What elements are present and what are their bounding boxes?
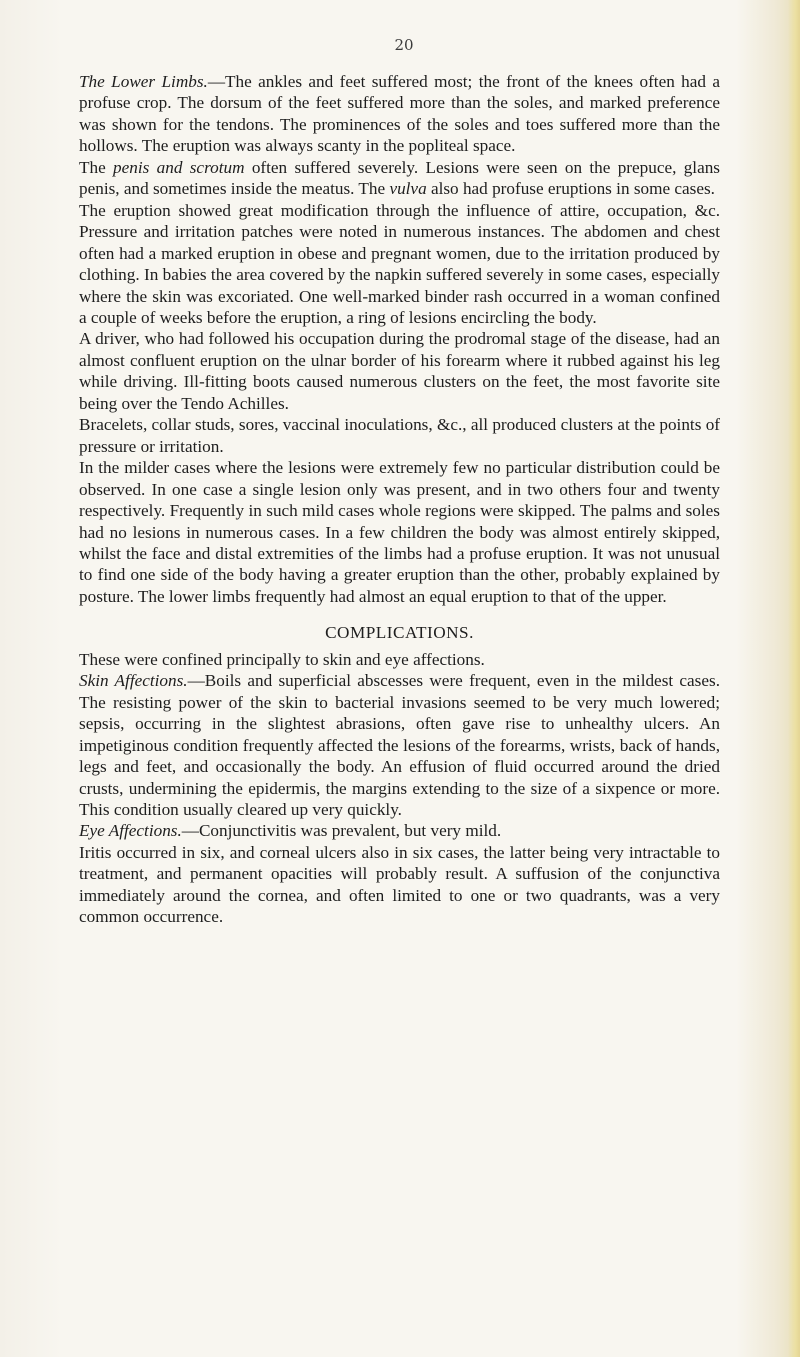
paragraph-complications-intro: These were confined principally to skin and eye affections. [79,649,485,669]
paragraph-iritis: Iritis occurred in six, and corneal ulcers also in six cases, the latter being very intractable to treatment, and permanent opacities will probably result. A suffusion of the conjunctiva immediately around the cornea, and often limited to one or two quadrants, was a very common occurrence. [79,842,720,927]
section-lead-eye: Eye Affections. [79,821,182,841]
page-edge [788,0,800,1357]
paragraph-text: The [79,157,114,177]
paragraph-text: —The ankles and feet suffered most; the front of the knees often had a profuse crop. The dorsum of the feet suffered more than the soles, and marked preference was shown for the tendons. The prominences of the soles and toes suffered more than the hollows. The eruption was always scanty in the popliteal space. [79,72,720,156]
paragraph-milder-cases: In the milder cases where the lesions were extremely few no particular distribution could be observed. In one case a single lesion only was present, and in two others four and twenty respectively. Frequently in such mild cases whole regions were skipped. The palms and soles had no lesions in numerous cases. In a few children the body was almost entirely skipped, whilst the face and distal extremities of the limbs had a profuse eruption. It was not unusual to find one side of the body having a greater eruption than the other, probably explained by posture. The lower limbs frequently had almost an equal eruption to that of the upper. [79,458,720,606]
italic-term: vulva [389,179,427,199]
paragraph-lower-limbs [79,71,720,157]
paragraph-eye-affections [79,820,720,841]
section-lead-skin: Skin Affections. [79,671,188,691]
paragraph-text: —Boils and superficial abscesses were frequent, even in the mildest cases. The resisting power of the skin to bacterial invasions seemed to be very much lowered; sepsis, occurring in the slightest abrasions, often gave rise to unhealthy ulcers. An impetiginous condition frequently affected the lesions of the forearms, wrists, back of hands, legs and feet, and occasionally the body. An effusion of fluid occurred around the dried crusts, undermining the epidermis, the margins extending to the size of a sixpence or more. This condition usually cleared up very quickly. [79,671,720,819]
section-lead-lower-limbs: The Lower Limbs. [79,72,208,91]
paragraph-genitals [79,157,720,200]
paragraph-bracelets: Bracelets, collar studs, sores, vaccinal inoculations, &c., all produced clusters at the points of pressure or irritation. [79,415,721,456]
paragraph-text: often suffered severely. Lesions were seen on the prepuce, glans penis, and sometimes inside the meatus. The [79,157,720,199]
paragraph-driver: A driver, who had followed his occupation during the prodromal stage of the disease, had an almost confluent eruption on the ulnar border of his forearm where it rubbed against his leg while driving. Ill-fitting boots caused numerous clusters on the feet, the most favorite site being over the Tendo Achilles. [79,329,720,413]
body-text [79,71,720,928]
paragraph-text: —Conjunctivitis was prevalent, but very mild. [181,821,502,841]
paragraph-text: also had profuse eruptions in some cases. [426,179,715,199]
italic-term: penis and scrotum [113,157,245,177]
paragraph-attire: The eruption showed great modification through the influence of attire, occupation, &c. Pressure and irritation patches were noted in numerous instances. The abdomen and chest often had a marked eruption in obese and pregnant women, due to the irritation produced by clothing. In babies the area covered by the napkin suffered severely in some cases, especially where the skin was excoriated. One well-marked binder rash occurred in a woman confined a couple of weeks before the eruption, a ring of lesions encircling the body. [79,200,720,327]
page-number: 20 [394,36,414,54]
section-heading: COMPLICATIONS. [325,623,474,643]
paragraph-skin-affections [79,670,720,820]
